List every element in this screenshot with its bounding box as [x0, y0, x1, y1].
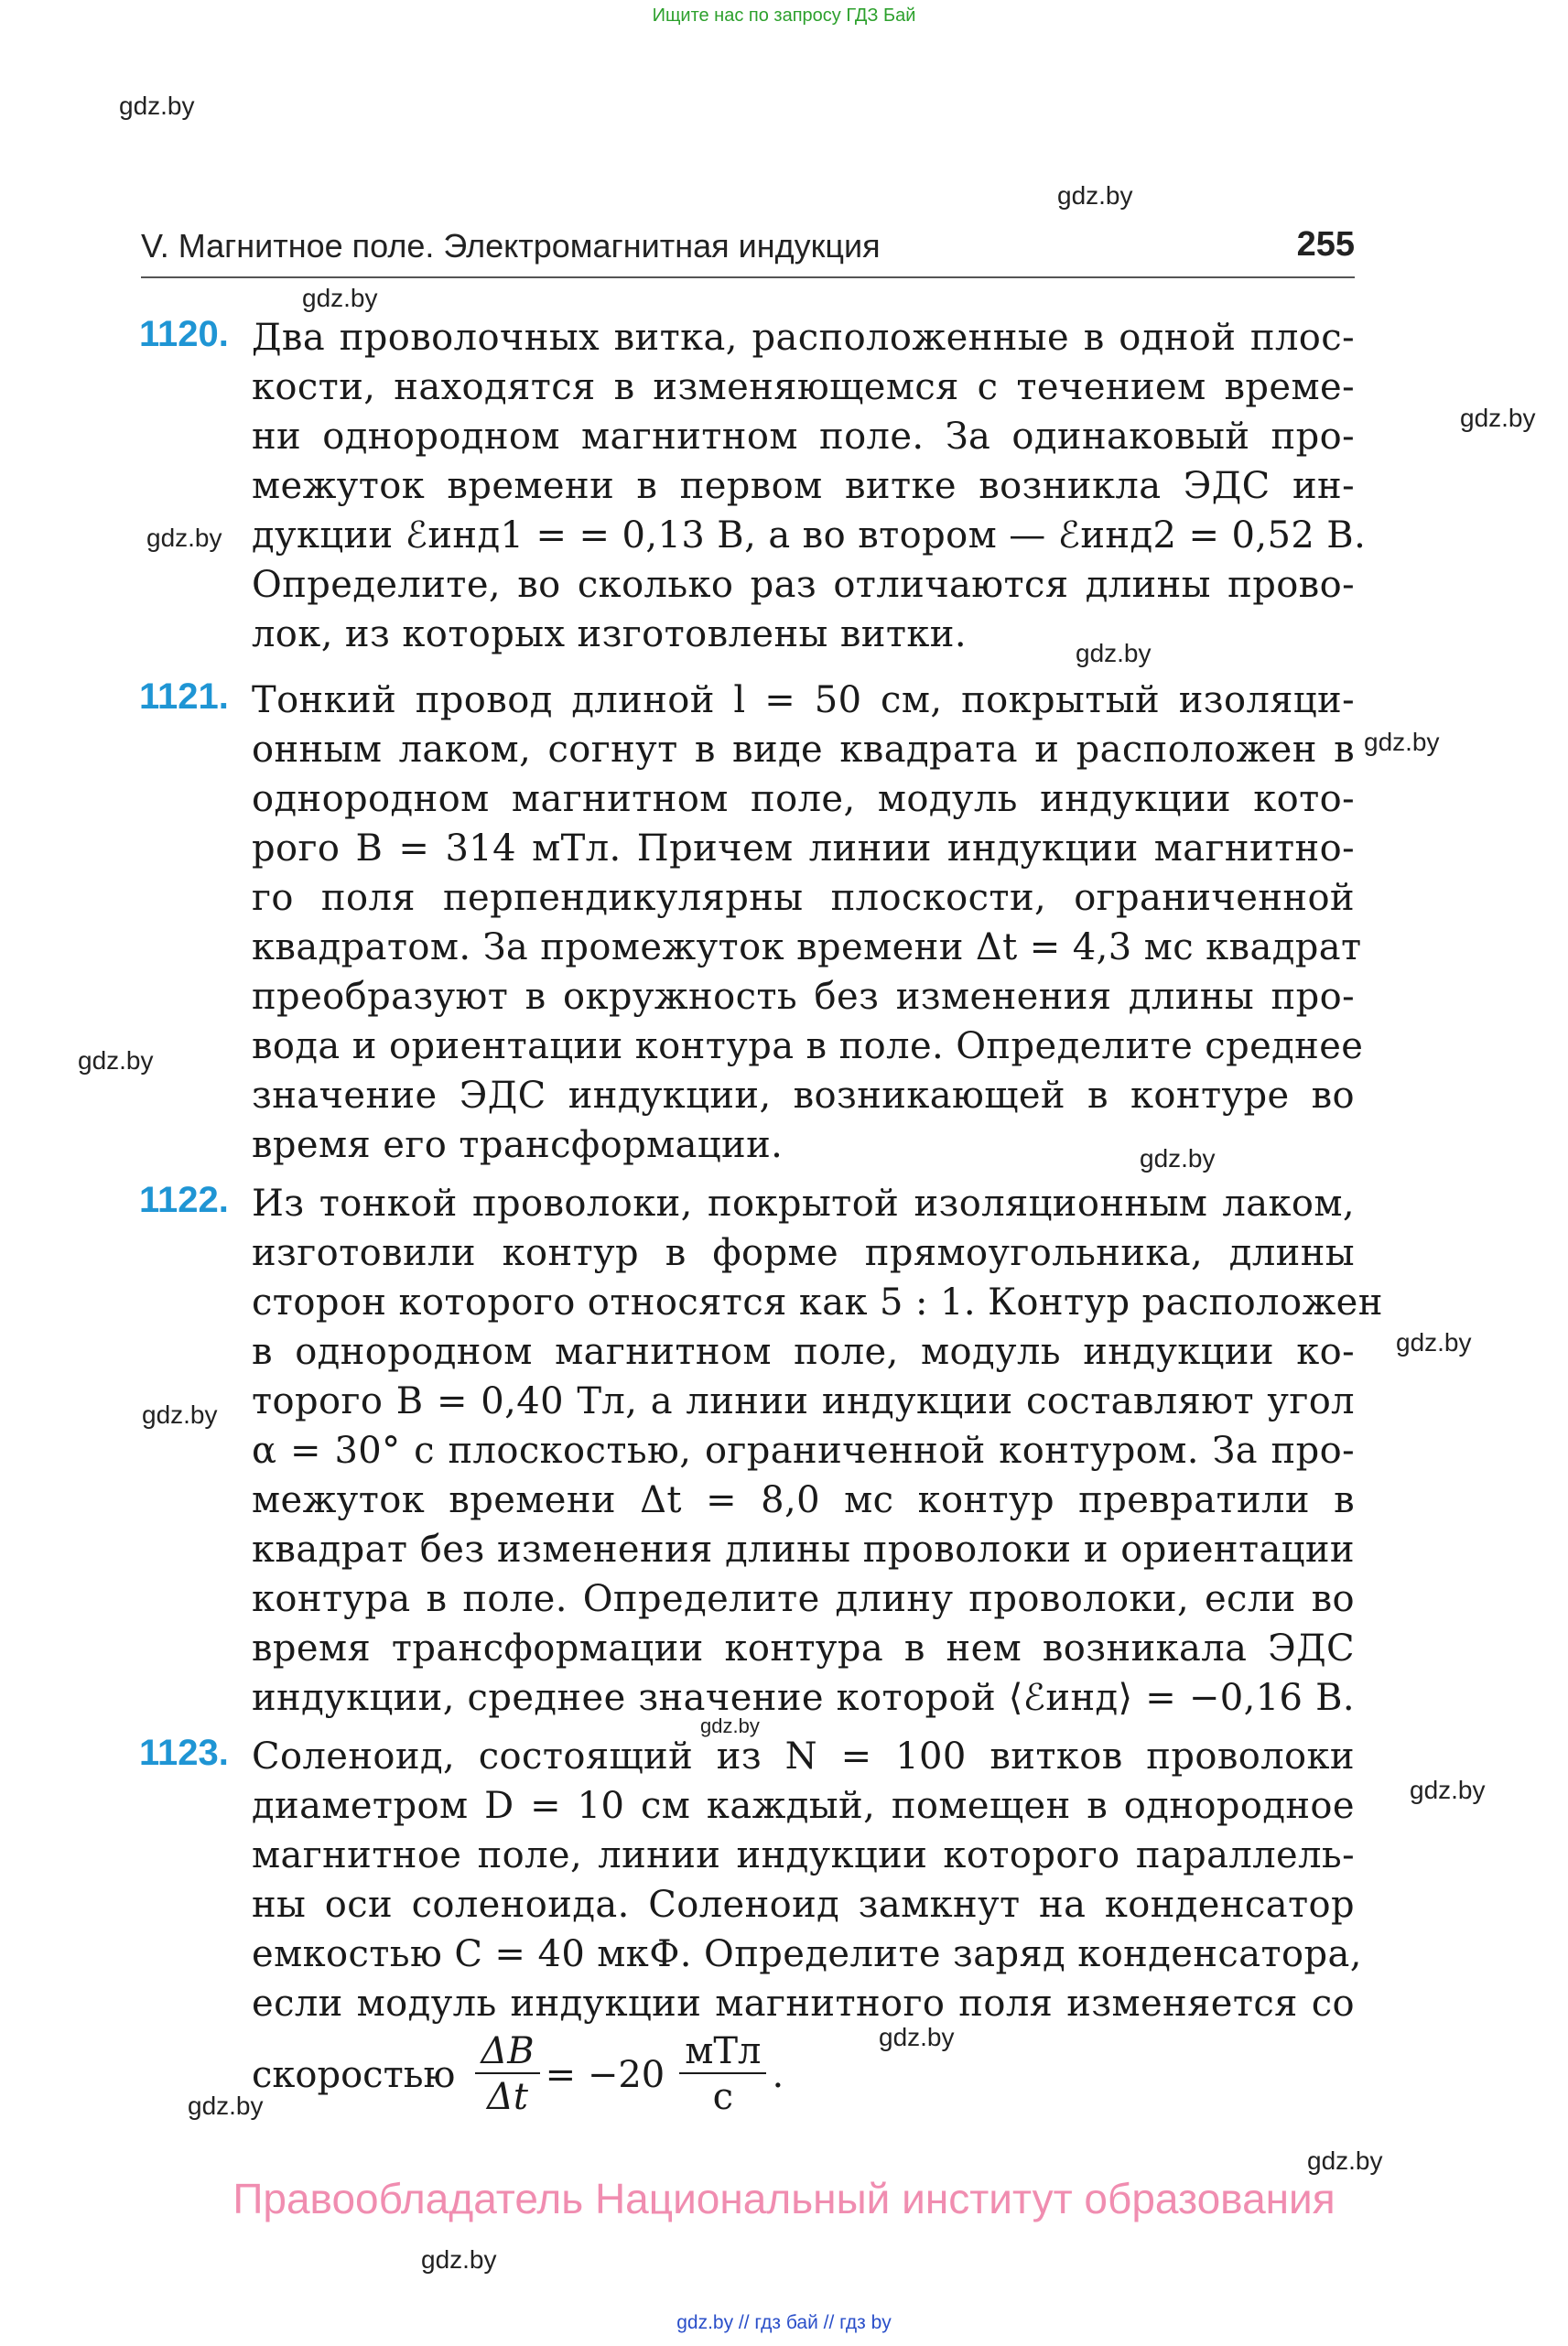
watermark: gdz.by [1410, 1776, 1486, 1804]
fraction-numerator: мТл [679, 2030, 766, 2074]
watermark: gdz.by [1057, 181, 1133, 210]
problem-text-line: Тонкий провод длиной l = 50 см, покрытый изоляци- [252, 679, 1355, 721]
watermark: gdz.by [119, 92, 195, 120]
problem-text-line: магнитное поле, линии индукции которого параллель- [252, 1834, 1355, 1876]
problem-text-line: индукции, среднее значение которой ⟨ℰинд⟩ = −0,16 В. [252, 1677, 1355, 1719]
watermark: gdz.by [700, 1714, 760, 1737]
page-number: 255 [1296, 225, 1355, 264]
problem-text-line: го поля перпендикулярны плоскости, ограниченной [252, 877, 1355, 919]
problem-number: 1121. [139, 676, 229, 717]
problem-text-line: межуток времени в первом витке возникла ЭДС ин- [252, 465, 1355, 507]
watermark: gdz.by [1307, 2146, 1383, 2175]
formula-equals: = −20 [545, 2054, 665, 2096]
problem-text-line: сторон которого относятся как 5 : 1. Контур расположен [252, 1281, 1383, 1324]
copyright-notice: Правообладатель Национальный институт образования [232, 2175, 1336, 2222]
top-banner-link[interactable]: Ищите нас по запросу ГДЗ Бай [652, 5, 916, 26]
problem-text-line: α = 30° с плоскостью, ограниченной контуром. За про- [252, 1430, 1355, 1472]
problem-text-line: ны оси соленоида. Соленоид замкнут на конденсатор [252, 1884, 1355, 1926]
problem-number: 1123. [139, 1733, 229, 1773]
fraction-dB-dt [475, 2030, 539, 2120]
problem-text-line: вода и ориентации контура в поле. Определите среднее [252, 1025, 1364, 1067]
watermark: gdz.by [1364, 728, 1440, 756]
problem-text-line: значение ЭДС индукции, возникающей в контуре во [252, 1075, 1355, 1117]
watermark: gdz.by [1396, 1328, 1472, 1357]
problem-text-line: Определите, во сколько раз отличаются длины прово- [252, 564, 1355, 606]
problem-text-line: кости, находятся в изменяющемся с течением време- [252, 366, 1355, 408]
watermark: gdz.by [421, 2245, 497, 2274]
problem-text-line: рого B = 314 мТл. Причем линии индукции магнитно- [252, 827, 1355, 870]
problem-text-line: время его трансформации. [252, 1124, 784, 1166]
watermark: gdz.by [302, 284, 378, 312]
problem-text-line: Соленоид, состоящий из N = 100 витков проволоки [252, 1735, 1355, 1778]
problem-text-line: межуток времени Δt = 8,0 мс контур превратили в [252, 1479, 1355, 1521]
problem-text-line: контура в поле. Определите длину проволоки, если во [252, 1578, 1355, 1620]
problem-text-line: ни однородном магнитном поле. За одинаковый про- [252, 416, 1355, 458]
problem-text-line: преобразуют в окружность без изменения длины про- [252, 976, 1355, 1018]
problem-text-line: лок, из которых изготовлены витки. [252, 613, 967, 655]
watermark: gdz.by [146, 524, 222, 552]
watermark: gdz.by [879, 2023, 955, 2051]
problem-text-line: в однородном магнитном поле, модуль индукции ко- [252, 1331, 1355, 1373]
formula-suffix: . [772, 2054, 784, 2096]
watermark: gdz.by [1076, 639, 1152, 667]
problem-text-line: квадратом. За промежуток времени Δt = 4,3 мс квадрат [252, 926, 1362, 968]
watermark: gdz.by [1140, 1144, 1216, 1173]
header-divider [141, 276, 1355, 278]
chapter-title: V. Магнитное поле. Электромагнитная индукция [141, 227, 881, 265]
formula-prefix: скоростью [252, 2054, 456, 2096]
problem-text-line: емкостью C = 40 мкФ. Определите заряд конденсатора, [252, 1933, 1362, 1975]
footer-links[interactable]: gdz.by // гдз бай // гдз by [676, 2312, 892, 2333]
problem-text-line: торого B = 0,40 Тл, а линии индукции составляют угол [252, 1380, 1355, 1422]
formula-line [252, 2030, 784, 2120]
fraction-numerator: ΔB [475, 2030, 539, 2074]
watermark: gdz.by [188, 2092, 264, 2120]
watermark: gdz.by [1460, 404, 1536, 432]
problem-text-line: дукции ℰинд1 = = 0,13 В, а во втором — ℰинд2 = 0,52 В. [252, 514, 1367, 557]
problem-text-line: Из тонкой проволоки, покрытой изоляционным лаком, [252, 1183, 1355, 1225]
fraction-denominator: с [712, 2076, 734, 2118]
problem-text-line: диаметром D = 10 см каждый, помещен в однородное [252, 1785, 1355, 1827]
problem-text-line: время трансформации контура в нем возникала ЭДС [252, 1627, 1355, 1670]
problem-text-line: онным лаком, согнут в виде квадрата и расположен в [252, 729, 1355, 771]
fraction-denominator: Δt [486, 2076, 528, 2118]
watermark: gdz.by [142, 1400, 218, 1429]
watermark: gdz.by [78, 1046, 154, 1075]
problem-text-line: изготовили контур в форме прямоугольника, длины [252, 1232, 1355, 1274]
fraction-unit [679, 2030, 766, 2120]
problem-text-line: однородном магнитном поле, модуль индукции кото- [252, 778, 1355, 820]
problem-text-line: квадрат без изменения длины проволоки и ориентации [252, 1529, 1355, 1571]
problem-number: 1120. [139, 314, 229, 354]
problem-number: 1122. [139, 1180, 229, 1220]
problem-text-line: Два проволочных витка, расположенные в одной плос- [252, 317, 1355, 359]
problem-text-line: если модуль индукции магнитного поля изменяется со [252, 1983, 1355, 2025]
